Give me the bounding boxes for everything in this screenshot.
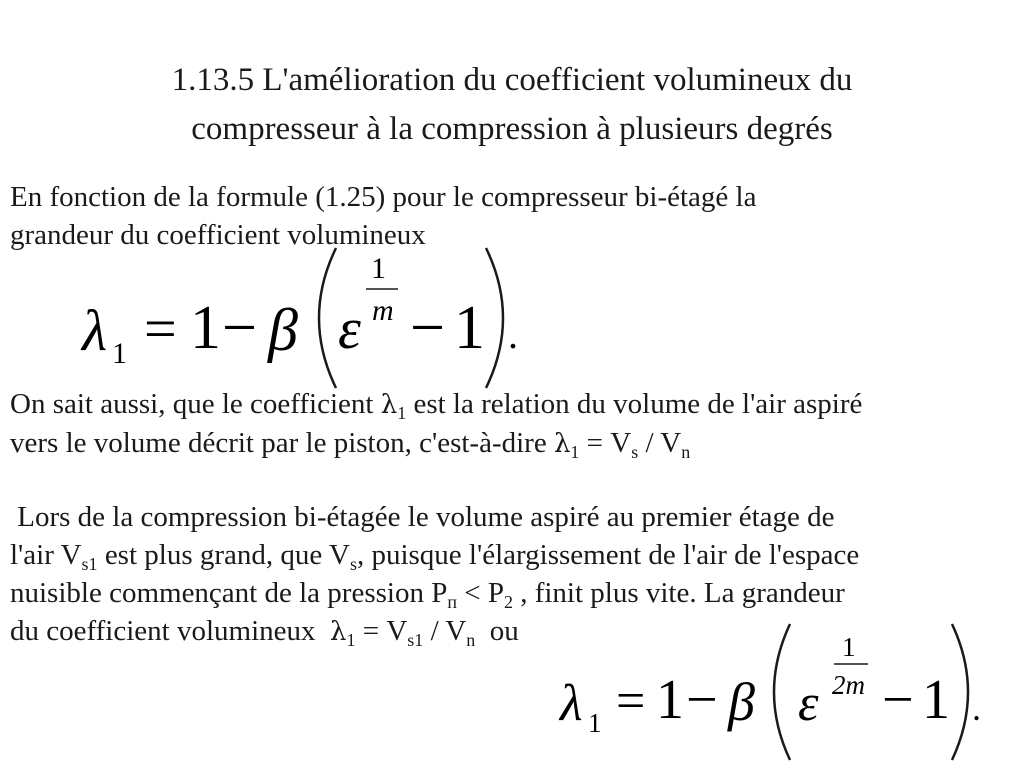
text-segment: est la relation du volume de l'air aspiré — [406, 388, 863, 420]
formula-period: . — [508, 312, 518, 357]
title-line-1: 1.13.5 L'amélioration du coefficient volumineux du — [171, 62, 853, 98]
formula-equals: = — [144, 296, 177, 361]
formula-left-paren — [319, 248, 336, 388]
p2-subscript: 2 — [503, 592, 513, 612]
vs-subscript: s — [349, 554, 357, 574]
text-segment: = V — [579, 427, 632, 459]
text-segment: nuisible commençant de la pression P — [10, 577, 448, 609]
text-segment: On sait aussi, que le coefficient — [10, 388, 381, 420]
paragraph-definition — [10, 385, 862, 463]
formula-one: 1 — [190, 294, 221, 362]
text-segment: = V — [355, 615, 408, 647]
formula-one-2: 1 — [454, 294, 485, 362]
formula-minus: − — [686, 669, 718, 731]
paragraph-intro-line-2: grandeur du coefficient volumineux — [10, 219, 426, 251]
text-segment: / V — [638, 427, 682, 459]
formula-single-stage — [72, 238, 542, 403]
formula-two-stage — [552, 620, 992, 773]
formula-epsilon: ε — [798, 675, 819, 732]
text-segment: ou — [475, 615, 519, 647]
formula-equals: = — [616, 673, 646, 730]
formula-minus-2: − — [410, 294, 445, 362]
lambda-symbol: λ — [380, 390, 398, 420]
formula-exponent: 2m — [832, 670, 865, 700]
formula-single-stage-svg — [72, 238, 542, 398]
text-segment: / V — [423, 615, 467, 647]
formula-exponent: m — [372, 294, 394, 327]
lambda-symbol: λ — [330, 617, 347, 647]
formula-exponent-numerator: 1 — [371, 252, 386, 285]
paragraph-two-stage-line-1: Lors de la compression bi-étagée le volume aspiré au premier étage de — [10, 501, 835, 533]
paragraph-two-stage-line-3 — [10, 574, 859, 612]
text-segment: du coefficient volumineux — [10, 615, 330, 647]
formula-right-paren — [486, 248, 503, 388]
pp-subscript: п — [447, 592, 457, 612]
vs-subscript: s — [631, 442, 639, 462]
vn-subscript: n — [681, 442, 691, 462]
formula-one: 1 — [656, 669, 684, 731]
formula-one-2: 1 — [922, 669, 950, 731]
formula-lambda-subscript: 1 — [112, 337, 127, 370]
title-line-2: compresseur à la compression à plusieurs degrés — [191, 111, 833, 147]
formula-beta: β — [268, 297, 298, 363]
formula-left-paren — [774, 624, 790, 760]
formula-right-paren — [952, 624, 968, 760]
formula-two-stage-svg — [552, 620, 992, 768]
formula-minus: − — [222, 294, 257, 362]
formula-beta: β — [728, 672, 755, 732]
text-segment: < P — [456, 577, 504, 609]
formula-lambda: λ — [82, 298, 108, 363]
text-segment: , puisque l'élargissement de l'air de l'espace — [356, 539, 860, 571]
vs1-subscript: s1 — [81, 554, 98, 574]
lambda-symbol: λ — [553, 429, 571, 459]
text-segment: vers le volume décrit par le piston, c'est-à-dire — [10, 427, 554, 459]
text-segment: est plus grand, que V — [97, 539, 350, 571]
formula-lambda-subscript: 1 — [588, 708, 602, 738]
slide-title — [0, 56, 1024, 154]
paragraph-two-stage-line-2 — [10, 536, 859, 574]
formula-lambda: λ — [560, 675, 583, 732]
paragraph-definition-line-2 — [10, 424, 862, 463]
formula-exponent-numerator: 1 — [842, 632, 856, 662]
lambda-subscript: 1 — [397, 403, 407, 423]
lambda-subscript: 1 — [346, 630, 356, 650]
text-segment: , finit plus vite. La grandeur — [512, 577, 845, 609]
lambda-subscript: 1 — [570, 442, 580, 462]
paragraph-definition-line-1 — [10, 385, 862, 424]
formula-minus-2: − — [882, 669, 914, 731]
text-segment: l'air V — [10, 539, 82, 571]
paragraph-intro-line-1: En fonction de la formule (1.25) pour le compresseur bi-étagé la — [10, 181, 757, 213]
vn-subscript: n — [466, 630, 476, 650]
formula-period: . — [972, 688, 981, 728]
vs1-subscript: s1 — [407, 630, 424, 650]
formula-epsilon: ε — [338, 296, 361, 361]
